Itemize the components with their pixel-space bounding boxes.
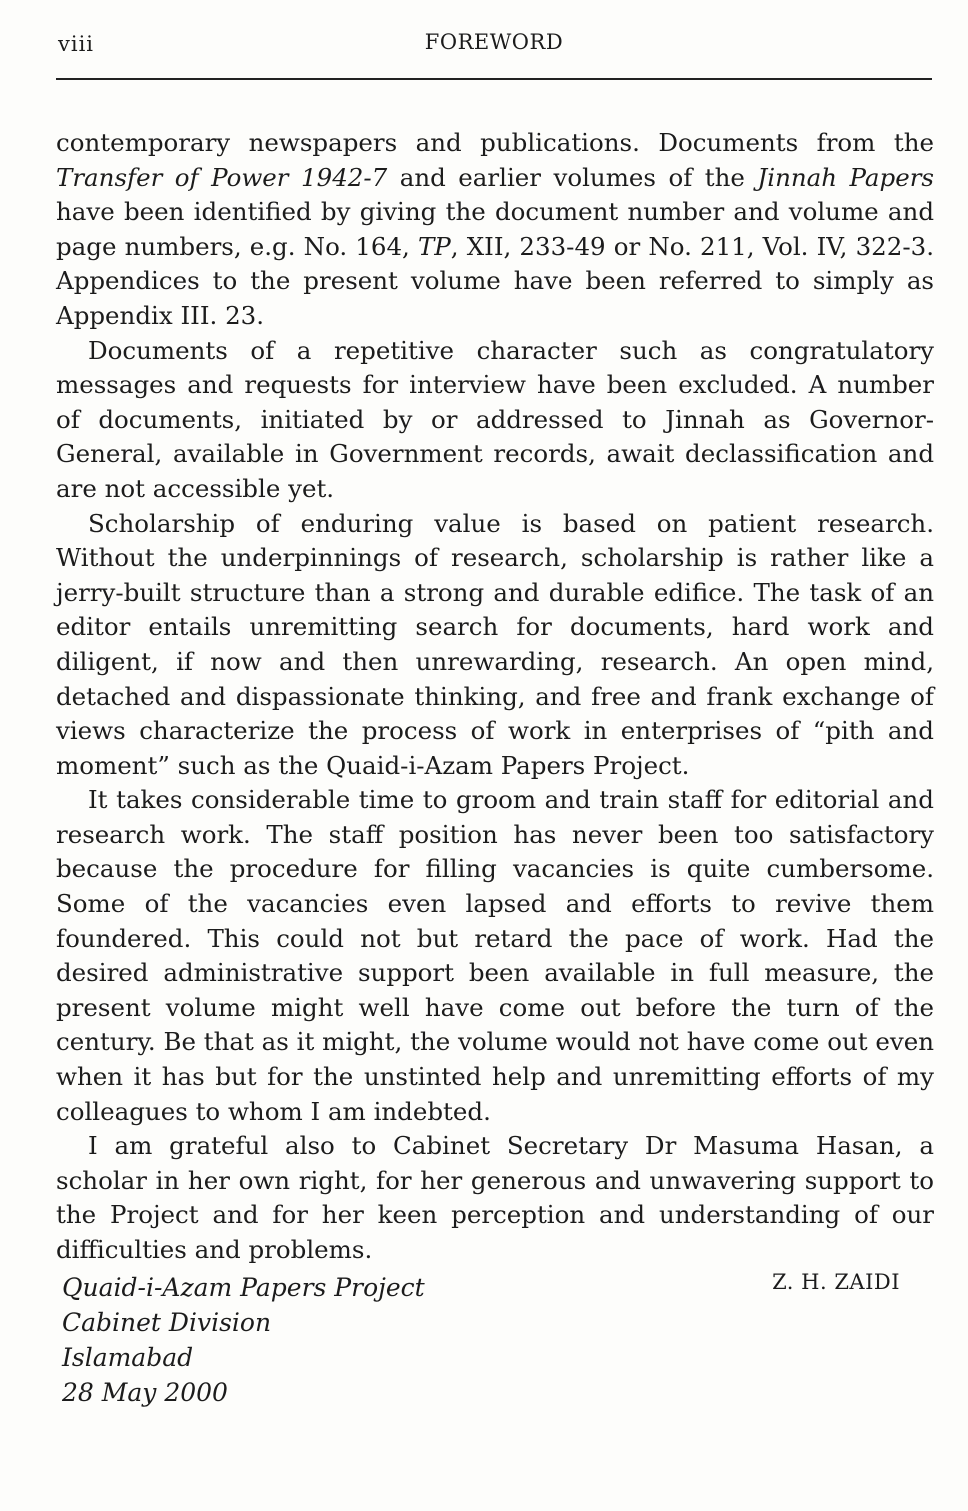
place-line: Quaid-i-Azam Papers Project xyxy=(62,1273,425,1302)
signoff xyxy=(62,1270,922,1430)
paragraph: Documents of a repetitive character such as congratulatory messages and requests for interview have been excluded. A number of documents, initiated by or addressed to Jinnah as Governor-General, available in Government records, await declassification and are not accessible yet. xyxy=(56,335,934,503)
page-number: viii xyxy=(58,32,95,56)
paragraph: It takes considerable time to groom and train staff for editorial and research work. The staff position has never been too satisfactory because the procedure for filling vacancies is quite cumbersome. Some of the vacancies even lapsed and efforts to revive them foundered. This could not but retard the pace of work. Had the desired administrative support been available in full measure, the present volume might well have come out before the turn of the century. Be that as it might, the volume would not have come out even when it has but for the unstinted help and unremitting efforts of my colleagues to whom I am indebted. xyxy=(56,785,934,1126)
date-line: 28 May 2000 xyxy=(62,1378,228,1407)
paragraph: I am grateful also to Cabinet Secretary Dr Masuma Hasan, a scholar in her own right, for her generous and unwavering support to the Project and for her keen perception and understanding of our difficulties and problems. xyxy=(56,1131,934,1264)
place-line: Cabinet Division xyxy=(62,1308,272,1337)
section-title: FOREWORD xyxy=(424,30,564,54)
paragraph: Scholarship of enduring value is based on patient research. Without the underpinnings of research, scholarship is rather like a jerry-built structure than a strong and durable edifice. The task of an editor entails unremitting search for documents, hard work and diligent, if now and then unrewarding, research. An open mind, detached and dispassionate thinking, and free and frank exchange of views characterize the process of work in enterprises of “pith and moment” such as the Quaid-i-Azam Papers Project. xyxy=(56,508,934,780)
place-line: Islamabad xyxy=(62,1343,194,1372)
author-signature: Z. H. ZAIDI xyxy=(772,1270,900,1294)
text-run: and earlier volumes of the xyxy=(387,162,758,192)
italic-title-run: Transfer of Power 1942-7 xyxy=(56,162,388,192)
header-rule xyxy=(56,78,932,80)
foreword-body xyxy=(56,126,934,1268)
text-run: have been identified by giving the document number and volume and page numbers, e.g. No. 164, xyxy=(56,197,934,261)
running-head xyxy=(58,28,930,58)
paragraph-continued xyxy=(56,126,934,334)
place-date-block xyxy=(62,1270,425,1410)
text-run: contemporary newspapers and publications. Documents from the xyxy=(56,128,934,157)
text-run: , XII, 233-49 or No. 211, Vol. IV, 322-3. Appendices to the present volume have been referred to simply as Appendix III. 23. xyxy=(56,231,935,330)
italic-abbrev-run: TP xyxy=(417,231,451,261)
italic-title-run: Jinnah Papers xyxy=(757,162,934,192)
